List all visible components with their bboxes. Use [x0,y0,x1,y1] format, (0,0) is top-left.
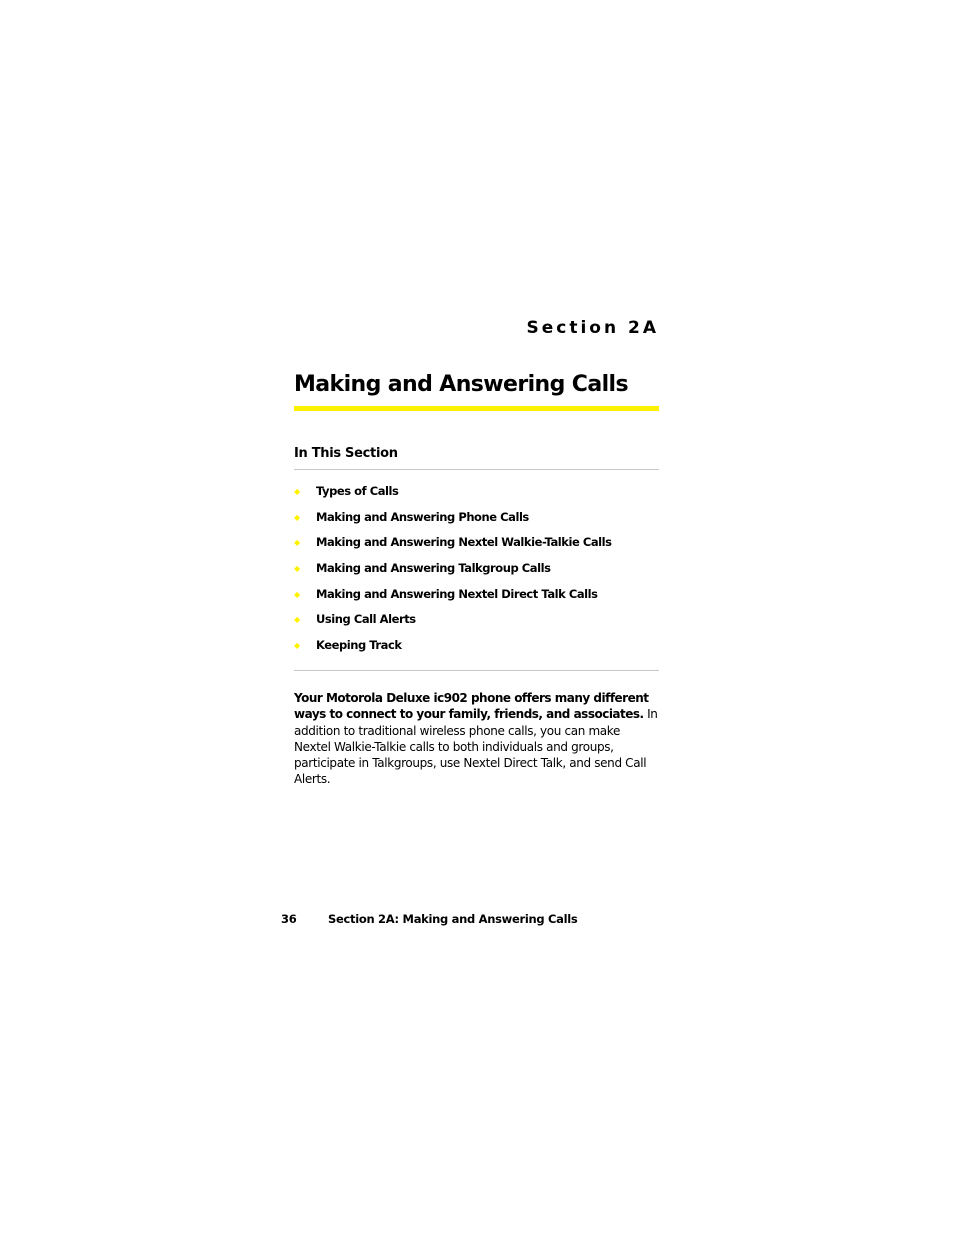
in-this-section-heading: In This Section [294,446,398,461]
diamond-bullet-icon: ◆ [294,538,301,548]
diamond-bullet-icon: ◆ [294,615,301,625]
diamond-bullet-icon: ◆ [294,487,301,496]
list-item-label: Making and Answering Nextel Direct Talk Calls [316,586,598,601]
diamond-bullet-icon: ◆ [294,564,301,574]
list-item-label: Keeping Track [316,638,402,653]
list-item [294,482,612,508]
diamond-bullet-icon: ◆ [294,589,301,599]
list-item-label: Making and Answering Talkgroup Calls [316,561,551,576]
diamond-bullet-icon: ◆ [294,512,301,522]
divider-bottom [294,670,659,671]
running-title: Section 2A: Making and Answering Calls [328,912,578,926]
list-item-label: Making and Answering Phone Calls [316,509,529,524]
section-label: Section 2A [526,318,659,338]
list-item-label: Using Call Alerts [316,612,416,627]
list-item-label: Types of Calls [316,484,399,498]
diamond-bullet-icon: ◆ [294,641,301,651]
list-item [294,636,612,662]
list-item [294,533,612,559]
intro-lead-in: Your Motorola Deluxe ic902 phone offers many different ways to connect to your family, friends, and associates. [294,691,649,722]
list-item [294,610,612,636]
section-contents-list [294,482,612,662]
page-number: 36 [281,912,297,926]
list-item-label: Making and Answering Nextel Walkie-Talkie Calls [316,535,612,550]
divider-top [294,469,659,470]
chapter-title: Making and Answering Calls [294,372,628,397]
page-footer [281,912,577,926]
list-item [294,508,612,534]
list-item [294,559,612,585]
intro-paragraph [294,690,659,788]
title-underline [294,406,659,411]
intro-body: In addition to traditional wireless phone calls, you can make Nextel Walkie-Talkie calls to both individuals and groups, participate in Talkgroups, use Nextel Direct Talk, and send Call Alerts. [294,707,658,787]
list-item [294,585,612,611]
